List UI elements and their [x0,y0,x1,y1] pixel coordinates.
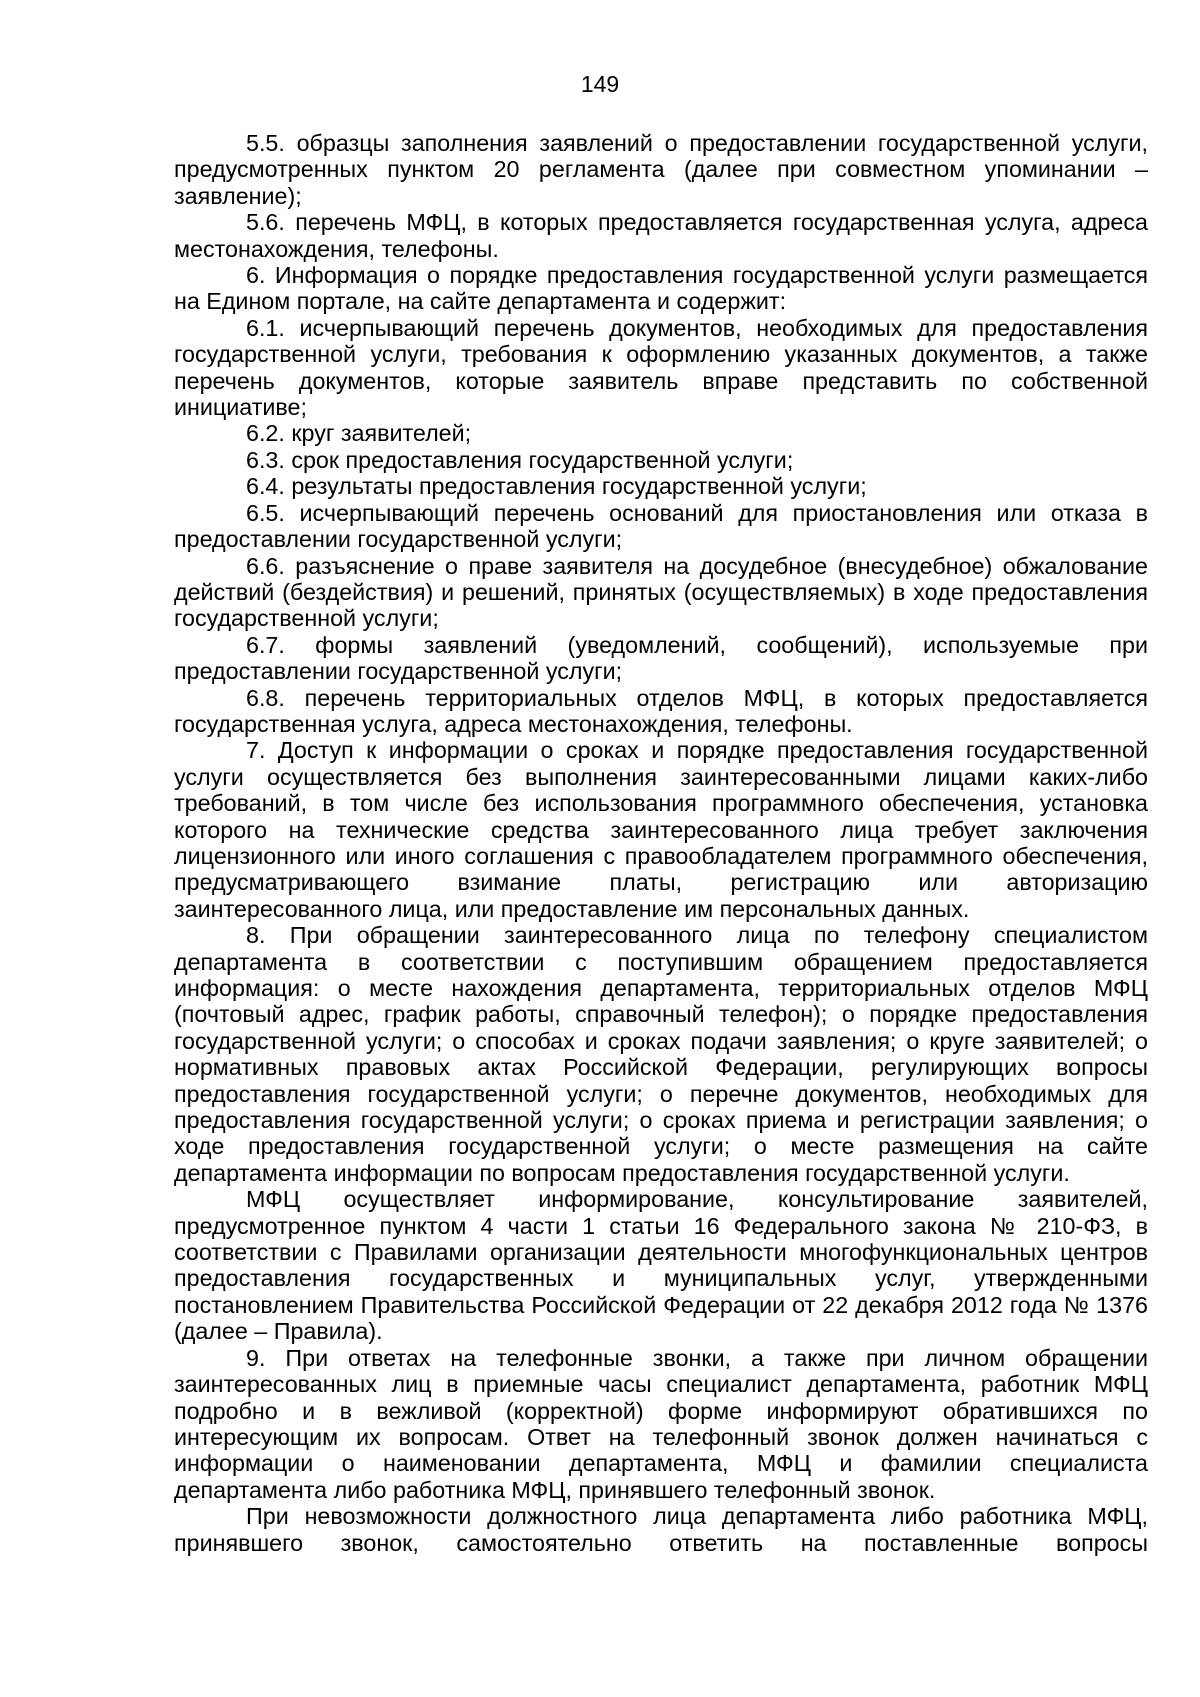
paragraph-mfc-informing: МФЦ осуществляет информирование, консультирование заявителей, предусмотренное пунктом 4 части 1 статьи 16 Федерального закона № 210-ФЗ, в соответствии с Правилами организации деятельности многофункциональных центров предоставления государственных и муниципальных услуг, утвержденными постановлением Правительства Российской Федерации от 22 декабря 2012 года № 1376 (далее – Правила). [174,1186,1148,1345]
paragraph-6-2: 6.2. круг заявителей; [246,420,472,447]
paragraph-6-3: 6.3. срок предоставления государственной услуги; [246,446,794,473]
paragraph-6: 6. Информация о порядке предоставления государственной услуги размещается на Едином портале, на сайте департамента и содержит: [174,262,1148,315]
paragraph-5-6: 5.6. перечень МФЦ, в которых предоставляется государственная услуга, адреса местонахождения, телефоны. [174,209,1148,262]
paragraph-6-8: 6.8. перечень территориальных отделов МФЦ, в которых предоставляется государственная услуга, адреса местонахождения, телефоны. [174,684,1148,737]
paragraph-continued: При невозможности должностного лица департамента либо работника МФЦ, принявшего звонок, самостоятельно ответить на поставленные вопросы [174,1503,1148,1556]
paragraph-6-5: 6.5. исчерпывающий перечень оснований для приостановления или отказа в предоставлении государственной услуги; [174,499,1148,553]
document-body [174,130,1148,1556]
paragraph-6-1: 6.1. исчерпывающий перечень документов, необходимых для предоставления государственной услуги, требования к оформлению указанных документов, а также перечень документов, которые заявитель вправе представить по собственной инициативе; [174,314,1148,421]
paragraph-8: 8. При обращении заинтересованного лица по телефону специалистом департамента в соответствии с поступившим обращением предоставляется информация: о месте нахождения департамента, территориальных отделов МФЦ (почтовый адрес, график работы, справочный телефон); о порядке предоставления государственной услуги; о способах и сроках подачи заявления; о круге заявителей; о нормативных правовых актах Российской Федерации, регулирующих вопросы предоставления государственной услуги; о перечне документов, необходимых для предоставления государственной услуги; о сроках приема и регистрации заявления; о ходе предоставления государственной услуги; о месте размещения на сайте департамента информации по вопросам предоставления государственной услуги. [174,922,1148,1186]
paragraph-6-7: 6.7. формы заявлений (уведомлений, сообщений), используемые при предоставлении государственной услуги; [174,631,1148,685]
paragraph-7: 7. Доступ к информации о сроках и порядке предоставления государственной услуги осуществляется без выполнения заинтересованными лицами каких-либо требований, в том числе без использования программного обеспечения, установка которого на технические средства заинтересованного лица требует заключения лицензионного или иного соглашения с правообладателем программного обеспечения, предусматривающего взимание платы, регистрацию или авторизацию заинтересованного лица, или предоставление им персональных данных. [174,737,1148,922]
paragraph-6-4: 6.4. результаты предоставления государственной услуги; [246,473,867,500]
page-number: 149 [580,71,620,97]
paragraph-6-6: 6.6. разъяснение о праве заявителя на досудебное (внесудебное) обжалование действий (бездействия) и решений, принятых (осуществляемых) в ходе предоставления государственной услуги; [174,552,1148,632]
paragraph-5-5: 5.5. образцы заполнения заявлений о предоставлении государственной услуги, предусмотренных пунктом 20 регламента (далее при совместном упоминании – заявление); [174,130,1148,209]
paragraph-9: 9. При ответах на телефонные звонки, а также при личном обращении заинтересованных лиц в приемные часы специалист департамента, работник МФЦ подробно и в вежливой (корректной) форме информируют обратившихся по интересующим их вопросам. Ответ на телефонный звонок должен начинаться с информации о наименовании департамента, МФЦ и фамилии специалиста департамента либо работника МФЦ, принявшего телефонный звонок. [174,1344,1148,1503]
